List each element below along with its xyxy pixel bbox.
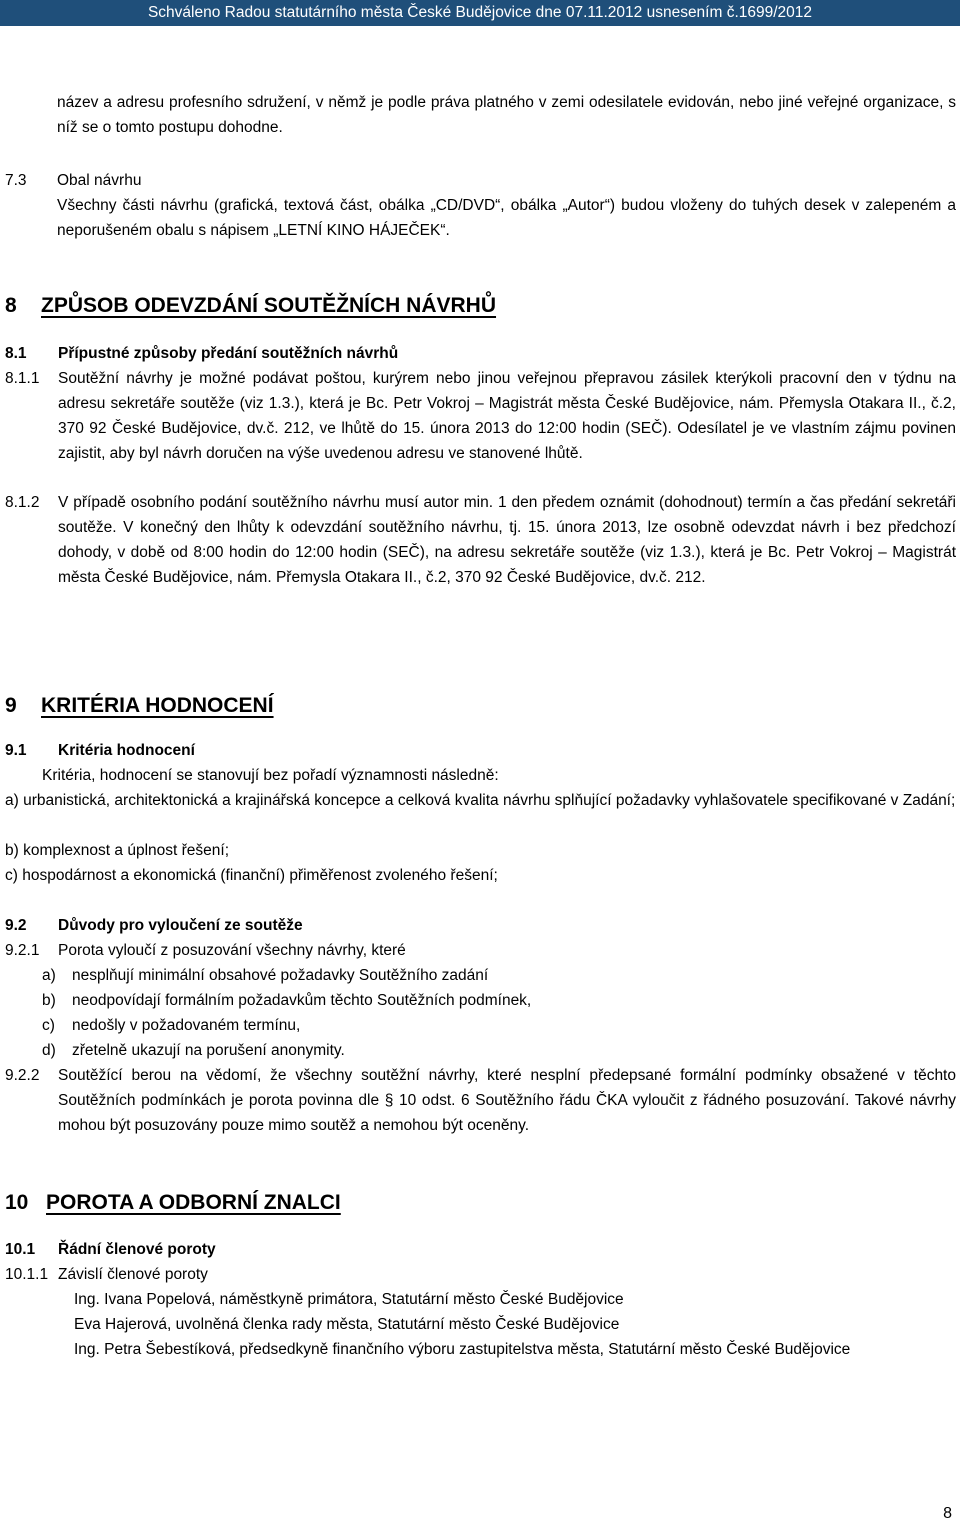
criteria-lead: Kritéria, hodnocení se stanovují bez pořadí významnosti následně:: [42, 767, 499, 784]
exclusion-item-mark: c): [42, 1017, 55, 1034]
section-9-2-2: [5, 1063, 956, 1138]
criteria-item-a: a) urbanistická, architektonická a krajinářská koncepce a celková kvalita návrhu splňující požadavky vyhlašovatele specifikované v Zadání;: [5, 792, 956, 809]
section-9-1-title: Kritéria hodnocení: [58, 742, 195, 759]
section-10-1-1-title: Závislí členové poroty: [58, 1266, 208, 1283]
exclusion-item-text: neodpovídají formálním požadavkům těchto Soutěžních podmínek,: [72, 992, 532, 1009]
section-9-2-number: 9.2: [5, 917, 27, 934]
chapter-9-title: KRITÉRIA HODNOCENÍ: [41, 694, 274, 717]
section-7-3-number: 7.3: [5, 172, 27, 189]
section-8-1-number: 8.1: [5, 345, 27, 362]
section-8-1-title: Přípustné způsoby předání soutěžních návrhů: [58, 345, 399, 362]
jury-member: Ing. Petra Šebestíková, předsedkyně finančního výboru zastupitelstva města, Statutární město České Budějovice: [74, 1341, 851, 1358]
section-10-1-heading: [5, 1237, 216, 1262]
section-10-1-title: Řádní členové poroty: [58, 1241, 216, 1258]
chapter-8-number: 8: [5, 294, 17, 317]
chapter-10-number: 10: [5, 1191, 29, 1214]
chapter-10-heading: [5, 1190, 341, 1215]
intro-paragraph: název a adresu profesního sdružení, v němž je podle práva platného v zemi odesilatele evidován, nebo jiné veřejné organizace, s níž se o tomto postupu dohodne.: [57, 94, 956, 136]
section-8-1-1: [5, 366, 956, 491]
section-8-1-2-number: 8.1.2: [5, 494, 40, 511]
section-7-3-text: Všechny části návrhu (grafická, textová část, obálka „CD/DVD“, obálka „Autor“) budou vloženy do tuhých desek v zalepeném a neporušeném obalu s nápisem „LETNÍ KINO HÁJEČEK“.: [57, 197, 956, 239]
section-8-1-1-number: 8.1.1: [5, 370, 40, 387]
document-header: Schváleno Radou statutárního města České Budějovice dne 07.11.2012 usnesením č.1699/2012: [0, 0, 960, 26]
exclusion-item-mark: b): [42, 992, 56, 1009]
section-9-2-1-lead: Porota vyloučí z posuzování všechny návrhy, které: [58, 942, 406, 959]
section-8-1-2-text: V případě osobního podání soutěžního návrhu musí autor min. 1 den předem oznámit (dohodnout) termín a čas předání sekretáři soutěže. V konečný den lhůty k odevzdání soutěžního návrhu, tj. 15. února 2013, lze osobně odevzdat návrh i bez předchozí dohody, v době od 8:00 hodin do 12:00 hodin (SEČ), na adresu sekretáře soutěže (viz 1.3.), která je Bc. Petr Vokroj – Magistrát města České Budějovice, nám. Přemysla Otakara II., č.2, 370 92 České Budějovice, dv.č. 212.: [58, 494, 956, 586]
section-10-1-number: 10.1: [5, 1241, 36, 1258]
section-8-1-1-text: Soutěžní návrhy je možné podávat poštou, kurýrem nebo jinou veřejnou přepravou zásilek kterýkoli pracovní den v týdnu na adresu sekretáře soutěže (viz 1.3.), která je Bc. Petr Vokroj – Magistrát města České Budějovice, nám. Přemysla Otakara II., č.2, 370 92 České Budějovice, dv.č. 212, ve lhůtě do 15. února 2013 do 12:00 hodin (SEČ). Odesílatel je ve vlastním zájmu povinen zajistit, aby byl návrh doručen na výše uvedenou adresu ve stanovené lhůtě.: [58, 370, 956, 462]
section-9-2-2-text: Soutěžící berou na vědomí, že všechny soutěžní návrhy, které nesplní předepsané formální podmínky obsažené v těchto Soutěžních podmínkách je porota povinna dle § 10 odst. 6 Soutěžního řádu ČKA vyloučit z řádného posuzování. Takové návrhy mohou být posuzovány pouze mimo soutěž a nemohou být oceněny.: [58, 1067, 956, 1134]
chapter-8-title: ZPŮSOB ODEVZDÁNÍ SOUTĚŽNÍCH NÁVRHŮ: [41, 294, 497, 317]
exclusion-item-mark: a): [42, 967, 56, 984]
page-number: 8: [943, 1505, 952, 1522]
section-9-2-2-number: 9.2.2: [5, 1067, 40, 1084]
chapter-10-title: POROTA A ODBORNÍ ZNALCI: [46, 1191, 341, 1214]
exclusion-item-text: nesplňují minimální obsahové požadavky Soutěžního zadání: [72, 967, 489, 984]
jury-member: Ing. Ivana Popelová, náměstkyně primátora, Statutární město České Budějovice: [74, 1291, 624, 1308]
chapter-9-heading: [5, 693, 274, 718]
section-9-2-title: Důvody pro vyloučení ze soutěže: [58, 917, 303, 934]
exclusion-item-text: nedošly v požadovaném termínu,: [72, 1017, 301, 1034]
exclusion-item-mark: d): [42, 1042, 56, 1059]
criteria-item-c: c) hospodárnost a ekonomická (finanční) přiměřenost zvoleného řešení;: [5, 867, 498, 884]
exclusion-item-text: zřetelně ukazují na porušení anonymity.: [72, 1042, 345, 1059]
section-7-3-title: Obal návrhu: [57, 172, 142, 189]
section-9-2-1-number: 9.2.1: [5, 942, 40, 959]
section-8-1-heading: [5, 341, 398, 366]
chapter-9-number: 9: [5, 694, 17, 717]
section-9-1-heading: [5, 738, 195, 763]
chapter-8-heading: [5, 293, 496, 318]
section-8-1-2: [5, 490, 956, 615]
section-10-1-1-number: 10.1.1: [5, 1266, 49, 1283]
criteria-item-b: b) komplexnost a úplnost řešení;: [5, 842, 230, 859]
section-9-1-number: 9.1: [5, 742, 27, 759]
section-9-2-heading: [5, 913, 303, 938]
jury-member: Eva Hajerová, uvolněná členka rady města, Statutární město České Budějovice: [74, 1316, 620, 1333]
